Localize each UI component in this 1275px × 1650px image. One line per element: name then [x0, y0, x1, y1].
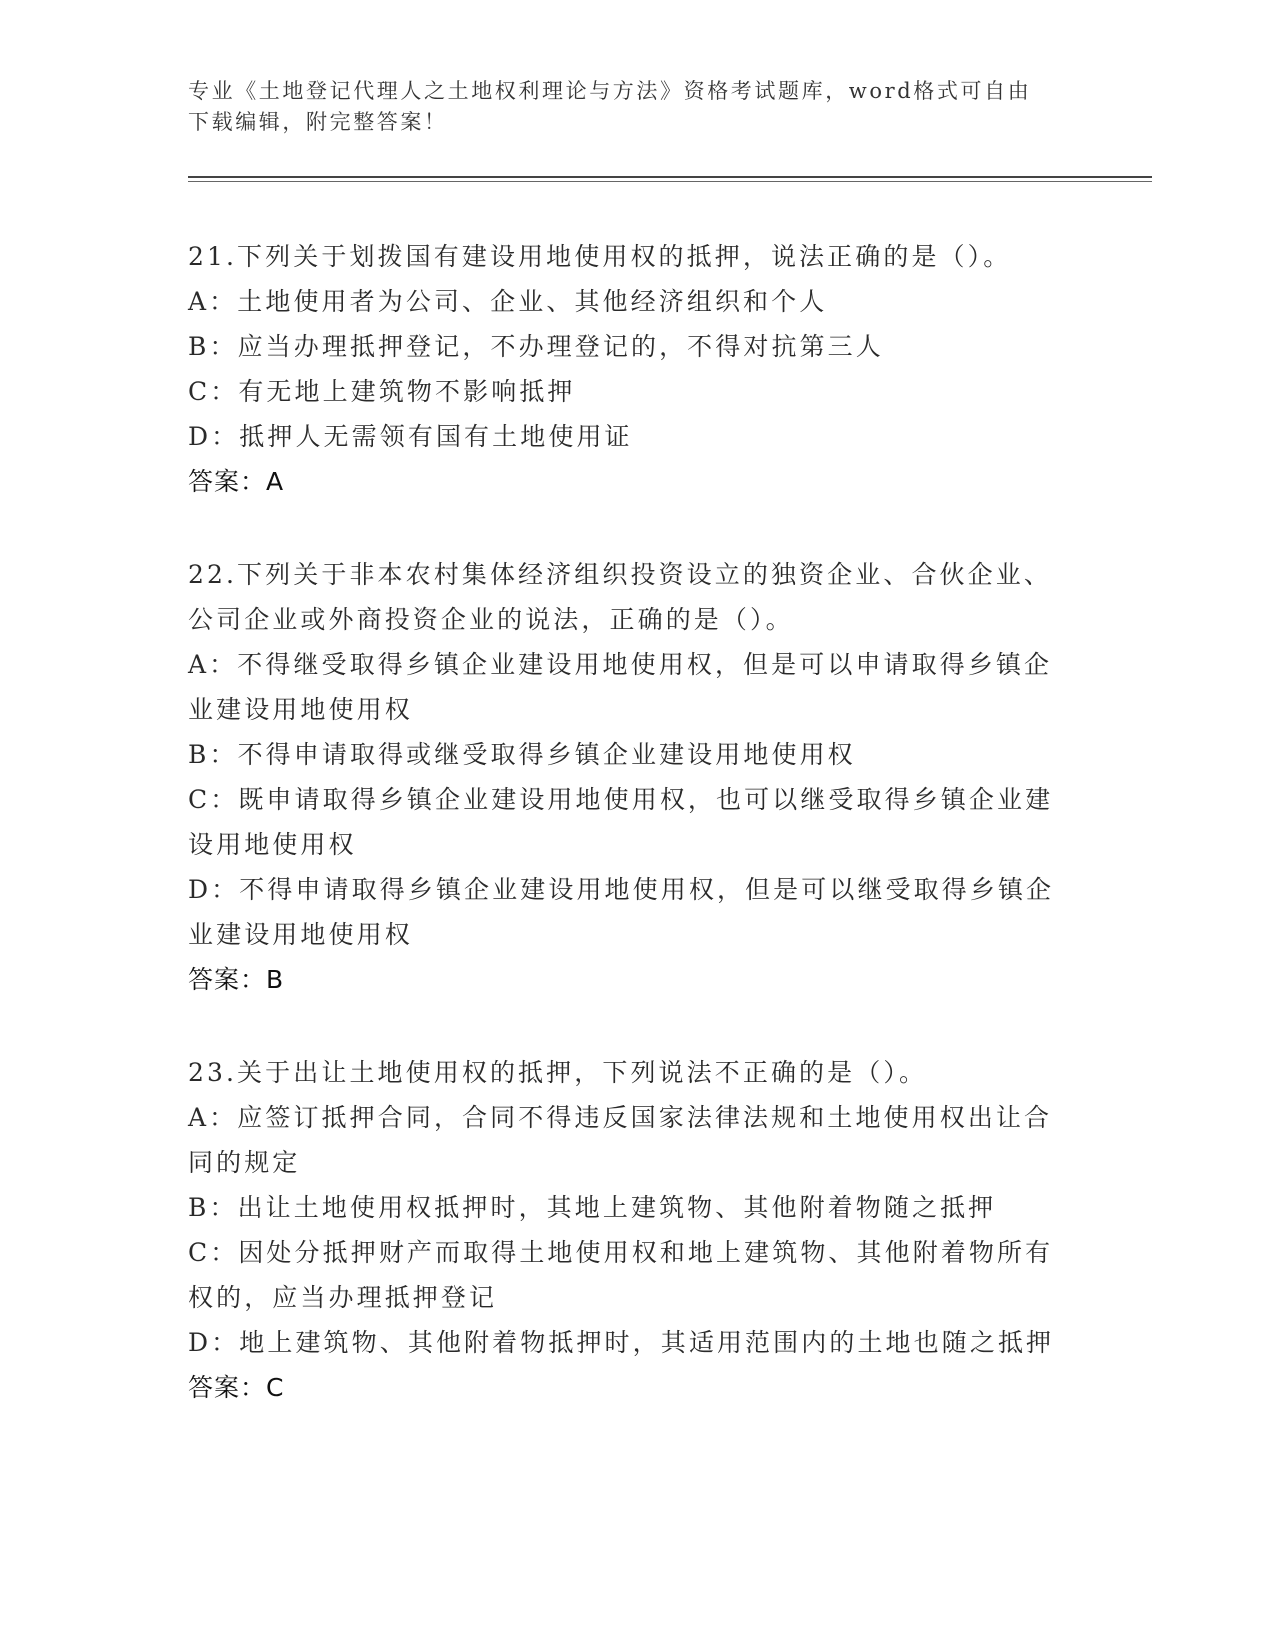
- option-a: A：应签订抵押合同，合同不得违反国家法律法规和土地使用权出让合同的规定: [188, 1103, 1053, 1177]
- question-stem: 21.下列关于划拨国有建设用地使用权的抵押，说法正确的是（）。: [188, 242, 1012, 271]
- document-header: [188, 76, 1068, 138]
- option-a: A：不得继受取得乡镇企业建设用地使用权，但是可以申请取得乡镇企业建设用地使用权: [188, 650, 1053, 724]
- option-c: C：因处分抵押财产而取得土地使用权和地上建筑物、其他附着物所有权的，应当办理抵押登记: [188, 1238, 1054, 1312]
- question-22: [188, 552, 1078, 1002]
- header-divider-thick: [188, 176, 1152, 178]
- question-stem: 22.下列关于非本农村集体经济组织投资设立的独资企业、合伙企业、公司企业或外商投资企业的说法，正确的是（）。: [188, 560, 1052, 634]
- option-c: C：有无地上建筑物不影响抵押: [188, 377, 576, 406]
- answer-label: 答案：C: [188, 1373, 285, 1402]
- option-d: D：抵押人无需领有国有土地使用证: [188, 422, 633, 451]
- header-line-1: 专业《土地登记代理人之土地权利理论与方法》资格考试题库，word格式可自由: [188, 79, 1032, 103]
- answer-label: 答案：A: [188, 467, 285, 496]
- document-page: [188, 0, 1148, 1650]
- question-stem: 23.关于出让土地使用权的抵押，下列说法不正确的是（）。: [188, 1058, 928, 1087]
- header-line-2: 下载编辑，附完整答案！: [188, 110, 448, 134]
- header-divider-thin: [188, 181, 1152, 182]
- answer-label: 答案：B: [188, 965, 285, 994]
- option-b: B：应当办理抵押登记，不办理登记的，不得对抗第三人: [188, 332, 884, 361]
- option-b: B：不得申请取得或继受取得乡镇企业建设用地使用权: [188, 740, 856, 769]
- option-c: C：既申请取得乡镇企业建设用地使用权，也可以继受取得乡镇企业建设用地使用权: [188, 785, 1054, 859]
- question-list: [188, 234, 1078, 1458]
- option-a: A：土地使用者为公司、企业、其他经济组织和个人: [188, 287, 828, 316]
- option-d: D：地上建筑物、其他附着物抵押时，其适用范围内的土地也随之抵押: [188, 1328, 1055, 1357]
- question-23: [188, 1050, 1078, 1410]
- option-d: D：不得申请取得乡镇企业建设用地使用权，但是可以继受取得乡镇企业建设用地使用权: [188, 875, 1055, 949]
- option-b: B：出让土地使用权抵押时，其地上建筑物、其他附着物随之抵押: [188, 1193, 997, 1222]
- question-21: [188, 234, 1078, 504]
